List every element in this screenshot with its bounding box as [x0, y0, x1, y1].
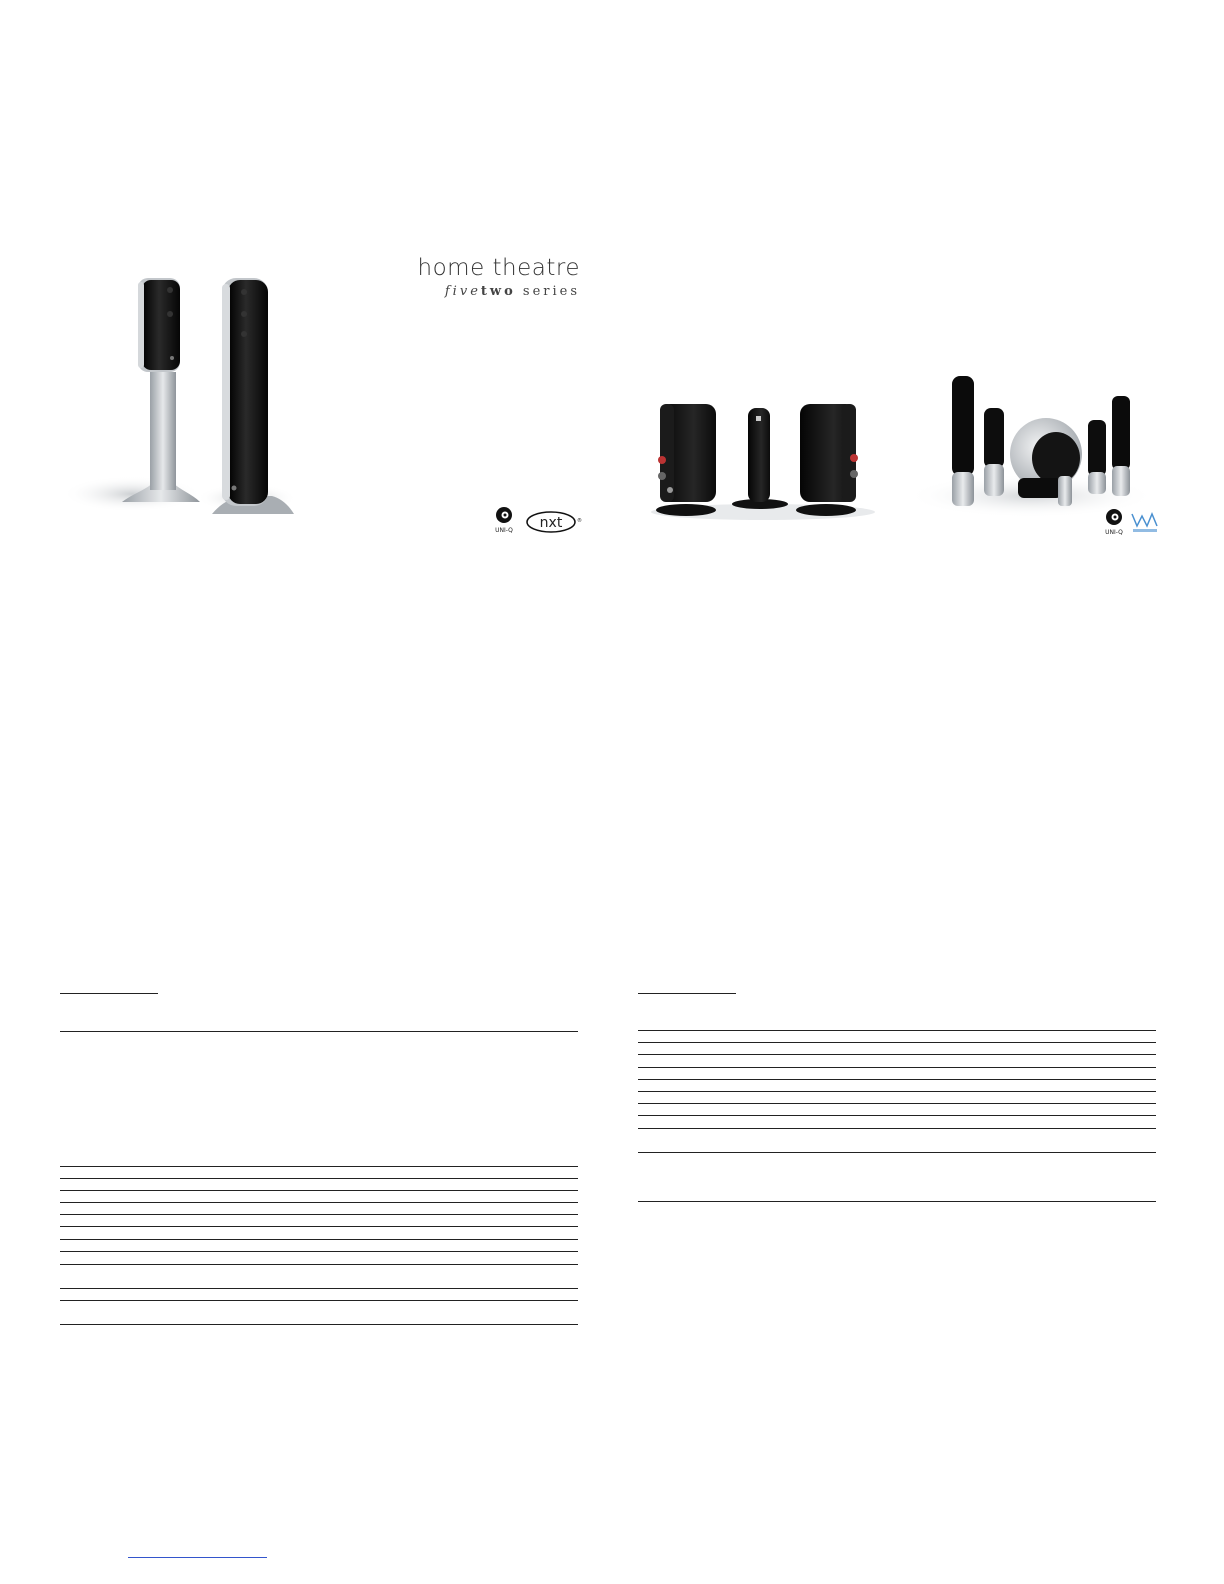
series-five: five	[444, 284, 481, 299]
spec-rule	[638, 1091, 1156, 1092]
spec-rule	[638, 1128, 1156, 1129]
svg-text:®: ®	[577, 518, 582, 524]
series-two: two	[480, 284, 516, 299]
spec-rule	[60, 1239, 578, 1240]
wireless-logo	[1130, 510, 1160, 536]
spec-rule	[60, 1300, 578, 1301]
series-subtitle	[380, 284, 580, 299]
spec-rule	[638, 1054, 1156, 1055]
spec-rule	[60, 1190, 578, 1191]
spec-rule	[60, 1251, 578, 1252]
spec-rule	[60, 1031, 578, 1032]
spec-rule	[638, 1201, 1156, 1202]
spec-rule	[638, 1115, 1156, 1116]
spec-rule	[638, 1152, 1156, 1153]
spec-rule	[638, 1042, 1156, 1043]
spec-rule	[60, 1178, 578, 1179]
section-heading-rule-right	[638, 993, 736, 994]
page-title: home theatre	[417, 255, 580, 281]
footer-link[interactable]	[128, 1557, 267, 1558]
spec-rule	[638, 1103, 1156, 1104]
series-word: series	[515, 284, 580, 299]
spec-rule	[638, 1067, 1156, 1068]
spec-rule	[638, 1079, 1156, 1080]
uni-q-label: UNI-Q	[495, 527, 513, 534]
spec-rule	[60, 1288, 578, 1289]
spec-rule	[60, 1166, 578, 1167]
section-heading-rule-left	[60, 993, 158, 994]
uni-q-icon-right	[1102, 506, 1126, 536]
spec-rule	[60, 1214, 578, 1215]
spec-rule	[60, 1324, 578, 1325]
spec-rule	[60, 1264, 578, 1265]
uni-q-label-right: UNI-Q	[1105, 529, 1123, 536]
nxt-label: nxt	[539, 515, 563, 531]
spec-rule	[60, 1202, 578, 1203]
spec-rule	[60, 1226, 578, 1227]
uni-q-icon	[492, 504, 516, 534]
wireless-units-photo	[648, 398, 878, 522]
speaker-photo-left	[62, 262, 302, 540]
nxt-logo	[524, 510, 580, 534]
spec-rule	[638, 1030, 1156, 1031]
